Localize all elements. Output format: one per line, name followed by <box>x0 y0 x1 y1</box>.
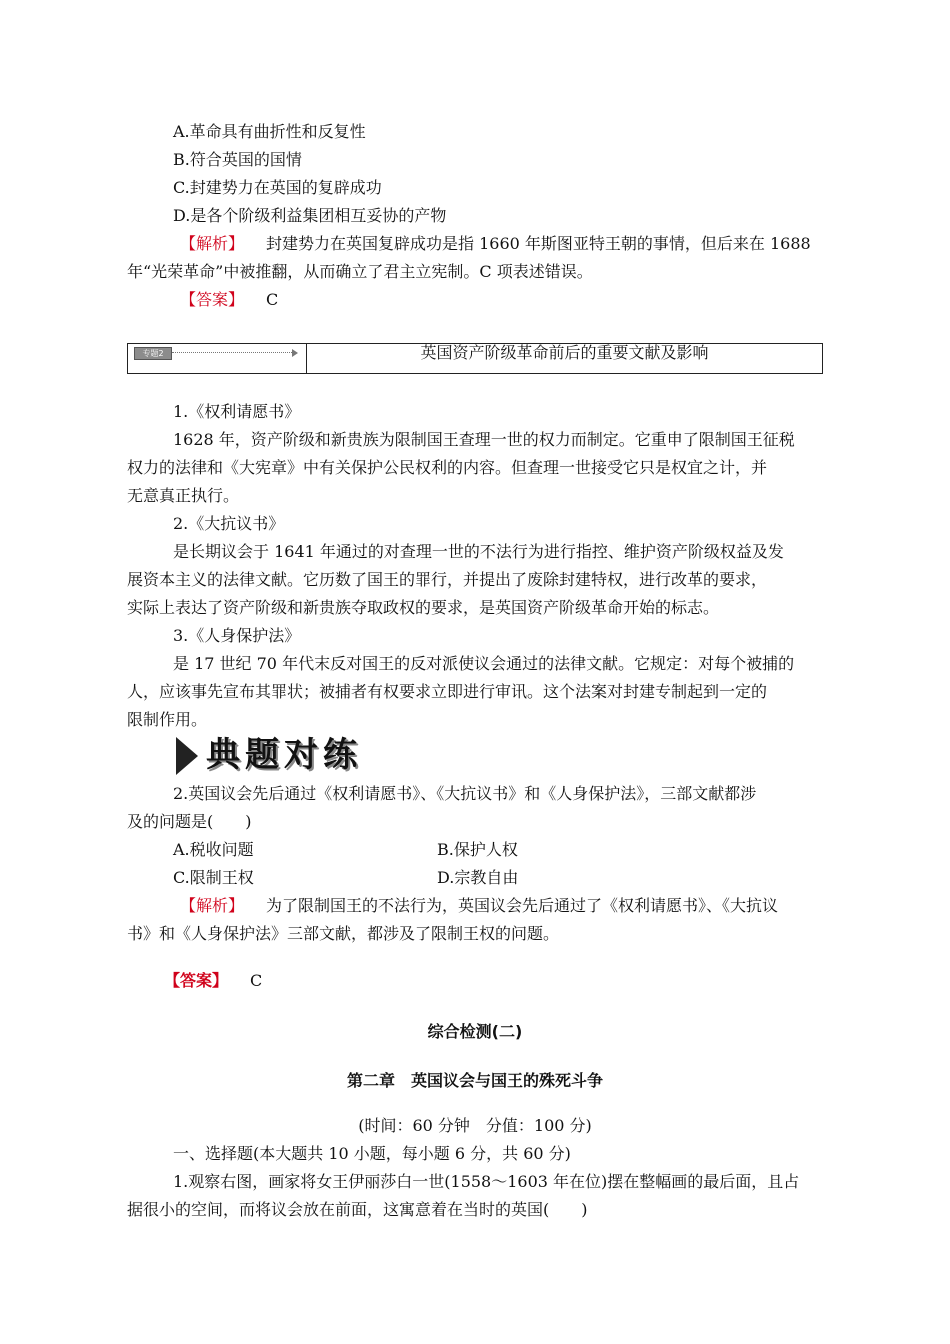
chapter-title: 第二章 英国议会与国王的殊死斗争 <box>346 1071 603 1090</box>
doc3-line-2: 人，应该事先宣布其罪状；被捕者有权要求立即进行审讯。这个法案对封建专制起到一定的 <box>127 682 768 701</box>
section-heading: 一、选择题(本大题共 10 小题，每小题 6 分，共 60 分) <box>173 1144 571 1163</box>
test-q1-line-1: 1.观察右图，画家将女王伊丽莎白一世(1558～1603 年在位)摆在整幅画的最后面，且占 <box>173 1172 800 1191</box>
q1-option-b: B.符合英国的国情 <box>173 150 302 169</box>
q2-option-b: B.保护人权 <box>437 840 518 859</box>
analysis-label: 【解析】 <box>180 896 245 915</box>
doc2-title: 2.《大抗议书》 <box>173 514 285 533</box>
q1-analysis-text-2: 年“光荣革命”中被推翻，从而确立了君主立宪制。C 项表述错误。 <box>127 262 593 281</box>
test-info: (时间：60 分钟 分值：100 分) <box>358 1116 592 1135</box>
q2-option-c: C.限制王权 <box>173 868 254 887</box>
q2-analysis-text-1: 为了限制国王的不法行为，英国议会先后通过了《权利请愿书》、《大抗议 <box>266 896 779 915</box>
topic-header-box <box>127 343 823 374</box>
answer-label: 【答案】 <box>164 971 229 990</box>
q1-option-c: C.封建势力在英国的复辟成功 <box>173 178 382 197</box>
doc3-line-3: 限制作用。 <box>127 710 208 729</box>
q1-analysis-text-1: 封建势力在英国复辟成功是指 1660 年斯图亚特王朝的事情，但后来在 1688 <box>266 234 811 253</box>
q2-answer <box>164 971 262 991</box>
dotted-arrow-line <box>172 352 292 353</box>
q1-answer <box>180 290 278 310</box>
q2-analysis-text-2: 书》和《人身保护法》三部文献，都涉及了限制王权的问题。 <box>127 924 560 943</box>
q2-analysis <box>180 896 778 916</box>
answer-value: C <box>250 971 263 990</box>
test-title: 综合检测(二) <box>427 1022 523 1041</box>
doc2-line-2: 展资本主义的法律文献。它历数了国王的罪行，并提出了废除封建特权，进行改革的要求， <box>127 570 768 589</box>
doc3-line-1: 是 17 世纪 70 年代末反对国王的反对派使议会通过的法律文献。它规定：对每个被捕的 <box>173 654 795 673</box>
doc1-line-2: 权力的法律和《大宪章》中有关保护公民权利的内容。但查理一世接受它只是权宜之计，并 <box>127 458 768 477</box>
q2-option-a: A.税收问题 <box>173 840 254 859</box>
q1-option-a: A.革命具有曲折性和反复性 <box>173 122 366 141</box>
answer-label: 【答案】 <box>180 290 245 309</box>
q1-analysis <box>180 234 811 254</box>
topic-tag: 专题2 <box>134 347 172 360</box>
section-banner <box>176 735 386 775</box>
banner-arrow-icon <box>176 737 198 775</box>
doc2-line-3: 实际上表达了资产阶级和新贵族夺取政权的要求，是英国资产阶级革命开始的标志。 <box>127 598 720 617</box>
doc1-line-3: 无意真正执行。 <box>127 486 240 505</box>
q2-option-d: D.宗教自由 <box>437 868 519 887</box>
q2-stem-2: 及的问题是( ) <box>127 812 252 831</box>
doc3-title: 3.《人身保护法》 <box>173 626 301 645</box>
doc1-line-1: 1628 年，资产阶级和新贵族为限制国王查理一世的权力而制定。它重申了限制国王征税 <box>173 430 795 449</box>
q1-option-d: D.是各个阶级利益集团相互妥协的产物 <box>173 206 447 225</box>
arrow-icon <box>292 349 298 357</box>
banner-text: 典题对练 <box>206 735 362 775</box>
doc2-line-1: 是长期议会于 1641 年通过的对查理一世的不法行为进行指控、维护资产阶级权益及发 <box>173 542 784 561</box>
doc1-title: 1.《权利请愿书》 <box>173 402 301 421</box>
topic-title: 英国资产阶级革命前后的重要文献及影响 <box>420 343 709 362</box>
test-q1-line-2: 据很小的空间，而将议会放在前面，这寓意着在当时的英国( ) <box>127 1200 588 1219</box>
q2-stem-1: 2.英国议会先后通过《权利请愿书》、《大抗议书》和《人身保护法》，三部文献都涉 <box>173 784 757 803</box>
answer-value: C <box>266 290 279 309</box>
analysis-label: 【解析】 <box>180 234 245 253</box>
